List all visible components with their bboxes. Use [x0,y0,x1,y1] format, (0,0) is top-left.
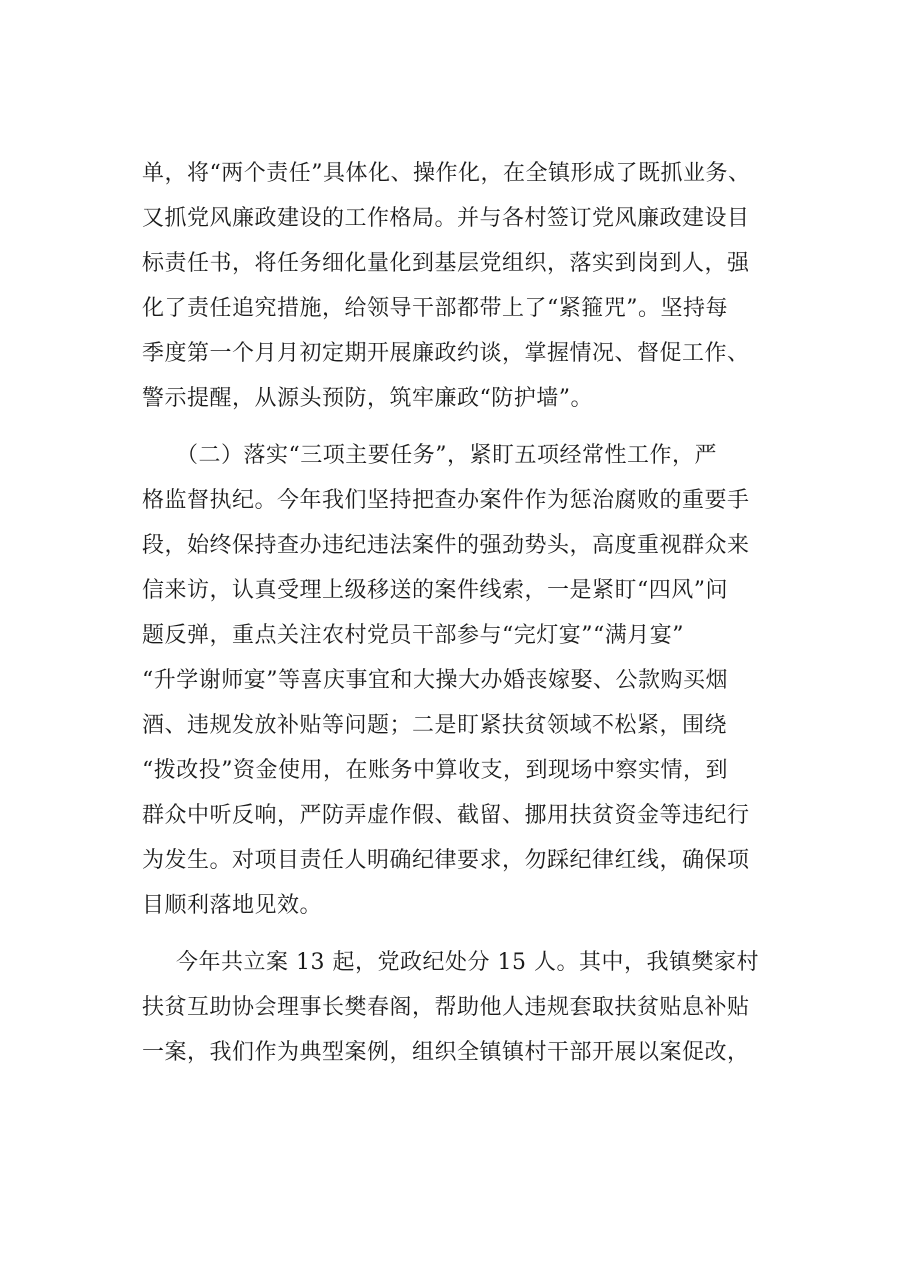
paragraph-3-line-3: 一案，我们作为典型案例，组织全镇镇村干部开展以案促改， [142,1040,750,1065]
paragraph-2-line-2: 格监督执纪。今年我们坚持把查办案件作为惩治腐败的重要手 [142,488,750,513]
paragraph-2-line-3: 段，始终保持查办违纪违法案件的强劲势头，高度重视群众来 [142,533,750,558]
paragraph-1-line-3: 标责任书，将任务细化量化到基层党组织，落实到岗到人，强 [142,251,750,276]
paragraph-3-line-1: 今年共立案 13 起，党政纪处分 15 人。其中，我镇樊家村 [176,950,759,975]
paragraph-1-line-4: 化了责任追究措施，给领导干部都带上了“紧箍咒”。坚持每 [142,296,728,321]
paragraph-3-line-2: 扶贫互助协会理事长樊春阁，帮助他人违规套取扶贫贴息补贴 [142,995,750,1020]
paragraph-1-line-2: 又抓党风廉政建设的工作格局。并与各村签订党风廉政建设目 [142,206,750,231]
paragraph-2-line-9: 群众中听反响，严防弄虚作假、截留、挪用扶贫资金等违纪行 [142,803,750,828]
paragraph-2-line-5: 题反弹，重点关注农村党员干部参与“完灯宴”“满月宴” [142,623,684,648]
paragraph-2-line-8: “拨改投”资金使用，在账务中算收支，到现场中察实情，到 [142,758,728,783]
paragraph-2-line-10: 为发生。对项目责任人明确纪律要求，勿踩纪律红线，确保项 [142,848,750,873]
paragraph-spacer [142,928,822,940]
paragraph-2-line-6: “升学谢师宴”等喜庆事宜和大操大办婚丧嫁娶、公款购买烟 [142,668,728,693]
paragraph-spacer [142,421,822,433]
paragraph-2-line-4: 信来访，认真受理上级移送的案件线索，一是紧盯“四风”问 [142,578,728,603]
paragraph-2-line-7: 酒、违规发放补贴等问题；二是盯紧扶贫领域不松紧，围绕 [142,713,728,738]
paragraph-1-line-1: 单，将“两个责任”具体化、操作化，在全镇形成了既抓业务、 [142,161,751,186]
paragraph-2-line-1: （二）落实“三项主要任务”，紧盯五项经常性工作，严 [176,443,717,468]
paragraph-1-line-5: 季度第一个月月初定期开展廉政约谈，掌握情况、督促工作、 [142,341,750,366]
paragraph-1-line-6: 警示提醒，从源头预防，筑牢廉政“防护墙”。 [142,386,593,411]
body-text [142,151,822,1075]
paragraph-2-line-11: 目顺利落地见效。 [142,893,323,918]
